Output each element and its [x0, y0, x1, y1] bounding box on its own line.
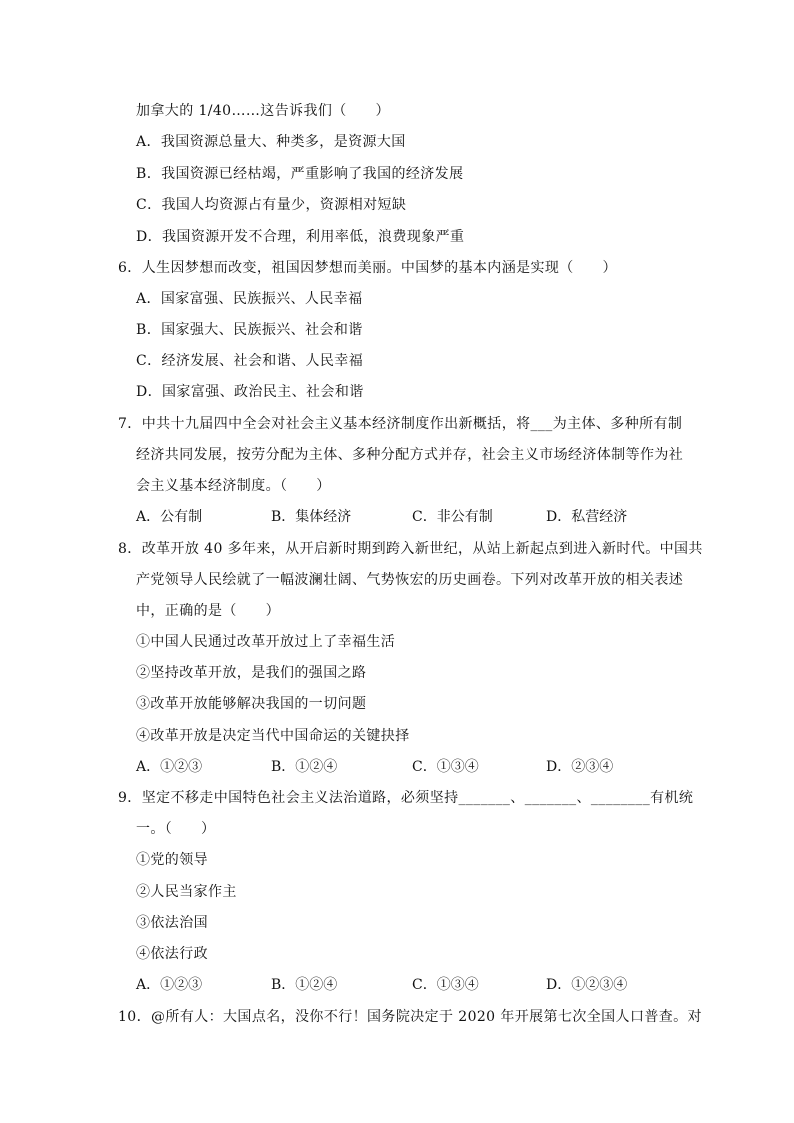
q9-option-b: B．①②④: [271, 977, 338, 993]
q9-item-4: ④依法行政: [136, 946, 208, 962]
q7-stem-line-3: 会主义基本经济制度。（ ）: [136, 478, 331, 494]
q7-option-a: A．公有制: [136, 509, 203, 525]
q8-item-1: ①中国人民通过改革开放过上了幸福生活: [136, 634, 396, 650]
q6-option-c: C．经济发展、社会和谐、人民幸福: [136, 353, 364, 369]
q9-option-a: A．①②③: [136, 977, 203, 993]
q9-option-c: C．①③④: [412, 977, 479, 993]
q8-option-d: D．②③④: [546, 759, 614, 775]
q9-item-1: ①党的领导: [136, 852, 208, 868]
q8-option-a: A．①②③: [136, 759, 203, 775]
q6-option-b: B．国家强大、民族振兴、社会和谐: [136, 322, 363, 338]
q5-option-b: B．我国资源已经枯竭，严重影响了我国的经济发展: [136, 166, 464, 182]
q7-option-d: D．私营经济: [546, 509, 628, 525]
q10-stem: 10．@所有人：大国点名，没你不行！国务院决定于 2020 年开展第七次全国人口普查。对: [118, 1009, 702, 1025]
q5-option-d: D．我国资源开发不合理，利用率低，浪费现象严重: [136, 229, 465, 245]
q6-stem: 6．人生因梦想而改变，祖国因梦想而美丽。中国梦的基本内涵是实现（ ）: [118, 260, 617, 276]
q8-stem-line-1: 8．改革开放 40 多年来，从开启新时期到跨入新世纪，从站上新起点到进入新时代。中国共: [118, 541, 703, 557]
q7-stem-line-1: 7．中共十九届四中全会对社会主义基本经济制度作出新概括，将___为主体、多种所有制: [118, 416, 683, 432]
q5-option-a: A．我国资源总量大、种类多，是资源大国: [136, 134, 406, 150]
q6-option-d: D．国家富强、政治民主、社会和谐: [136, 384, 364, 400]
q6-option-a: A．国家富强、民族振兴、人民幸福: [136, 291, 363, 307]
q8-option-c: C．①③④: [412, 759, 479, 775]
q7-option-b: B．集体经济: [271, 509, 352, 525]
q9-stem-line-2: 一。（ ）: [136, 821, 216, 837]
q7-stem-line-2: 经济共同发展，按劳分配为主体、多种分配方式并存，社会主义市场经济体制等作为社: [136, 447, 684, 463]
q8-item-4: ④改革开放是决定当代中国命运的关键抉择: [136, 728, 410, 744]
q9-item-3: ③依法治国: [136, 915, 208, 931]
q9-item-2: ②人民当家作主: [136, 884, 237, 900]
q8-stem-line-2: 产党领导人民绘就了一幅波澜壮阔、气势恢宏的历史画卷。下列对改革开放的相关表述: [136, 572, 684, 588]
q5-option-c: C．我国人均资源占有量少，资源相对短缺: [136, 197, 407, 213]
q8-item-3: ③改革开放能够解决我国的一切问题: [136, 696, 367, 712]
q9-option-d: D．①②③④: [546, 977, 628, 993]
q9-stem-line-1: 9．坚定不移走中国特色社会主义法治道路，必须坚持_______、_______、________有机统: [118, 790, 694, 806]
q7-option-c: C．非公有制: [412, 509, 493, 525]
q8-item-2: ②坚持改革开放，是我们的强国之路: [136, 665, 367, 681]
q8-option-b: B．①②④: [271, 759, 338, 775]
q8-stem-line-3: 中，正确的是（ ）: [136, 603, 280, 619]
intro-tail-text: 加拿大的 1/40……这告诉我们（ ）: [136, 103, 390, 119]
